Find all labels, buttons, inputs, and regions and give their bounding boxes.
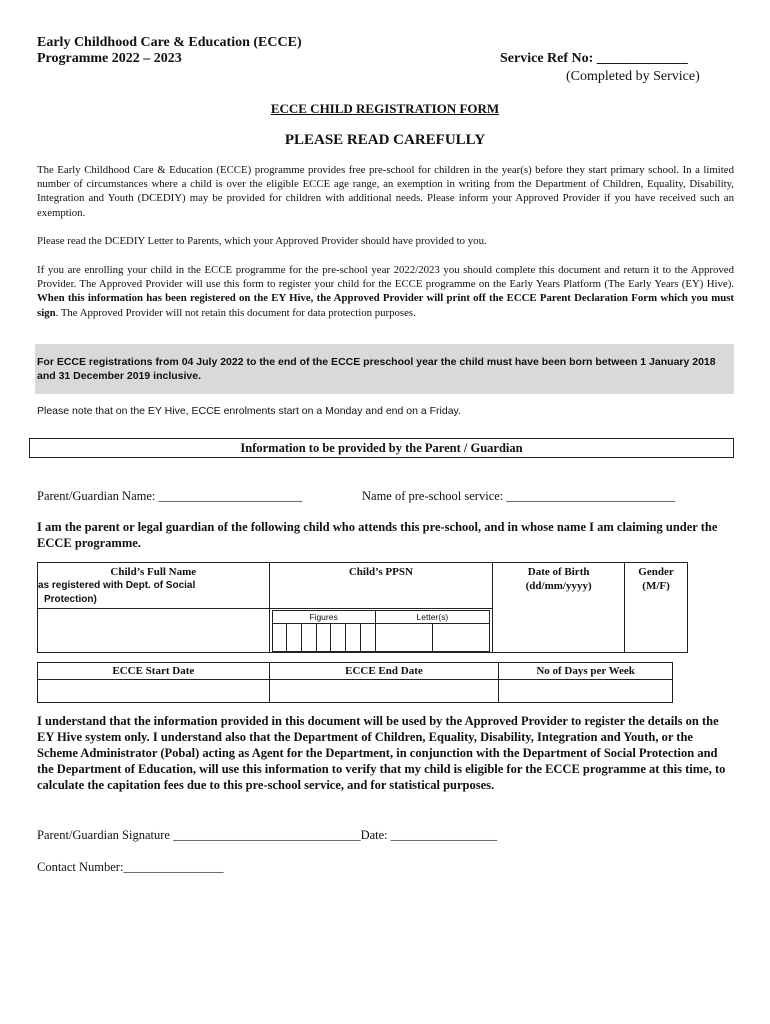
col-child-name-sub2: Protection) bbox=[44, 594, 97, 605]
enrolment-paragraph-bold: When this information has been registered on the EY Hive, the Approved Provider will print off the ECCE Parent Declaration Form which you must sign bbox=[37, 292, 734, 319]
col-days-per-week: No of Days per Week bbox=[499, 663, 673, 680]
ppsn-input-cell bbox=[269, 609, 493, 653]
col-child-name-label: Child’s Full Name bbox=[110, 566, 197, 578]
child-name-input[interactable] bbox=[38, 609, 270, 653]
ppsn-figures-label: Figures bbox=[272, 611, 375, 624]
ppsn-digit-box[interactable] bbox=[316, 624, 331, 652]
dob-cell[interactable] bbox=[493, 563, 625, 653]
col-gender-label: Gender bbox=[638, 566, 674, 578]
programme-heading bbox=[37, 35, 302, 67]
read-carefully-heading: PLEASE READ CAREFULLY bbox=[284, 132, 486, 148]
service-ref-field[interactable]: Service Ref No: _____________ bbox=[500, 51, 688, 66]
parent-info-heading: Information to be provided by the Parent / Guardian bbox=[29, 438, 734, 458]
ppsn-digit-box[interactable] bbox=[301, 624, 316, 652]
ppsn-letter-box[interactable] bbox=[432, 624, 489, 652]
ppsn-digit-box[interactable] bbox=[287, 624, 302, 652]
ppsn-digit-box[interactable] bbox=[331, 624, 346, 652]
col-child-name bbox=[38, 563, 270, 609]
ecce-dates-table bbox=[37, 662, 673, 703]
parent-name-field[interactable]: Parent/Guardian Name: _______________________ bbox=[37, 489, 303, 503]
col-dob-label: Date of Birth bbox=[527, 566, 590, 578]
col-dob-format: (dd/mm/yyyy) bbox=[525, 580, 592, 592]
ppsn-boxes bbox=[272, 610, 491, 652]
ppsn-letter-box[interactable] bbox=[375, 624, 432, 652]
enrolment-paragraph-end: . The Approved Provider will not retain this document for data protection purposes. bbox=[55, 306, 416, 319]
enrolment-paragraph bbox=[37, 263, 734, 320]
preschool-name-field[interactable]: Name of pre-school service: ___________________________ bbox=[362, 489, 676, 503]
enrolment-note: Please note that on the EY Hive, ECCE enrolments start on a Monday and end on a Friday. bbox=[37, 405, 461, 417]
service-ref-note: (Completed by Service) bbox=[566, 69, 700, 84]
col-child-name-sub1: as registered with Dept. of Social bbox=[38, 580, 196, 591]
guardian-declaration: I am the parent or legal guardian of the following child who attends this pre-school, and in whose name I am claiming under the ECCE programme. bbox=[37, 520, 718, 550]
form-title: ECCE CHILD REGISTRATION FORM bbox=[270, 101, 500, 116]
contact-number-field[interactable]: Contact Number:________________ bbox=[37, 860, 224, 874]
gender-cell[interactable] bbox=[625, 563, 688, 653]
child-details-table bbox=[37, 562, 688, 653]
start-date-input[interactable] bbox=[38, 680, 270, 703]
eligibility-notice: For ECCE registrations from 04 July 2022 to the end of the ECCE preschool year the child must have been born between 1 January 2018 and 31 December 2019 inclusive. bbox=[37, 356, 716, 382]
signature-date-field[interactable]: Parent/Guardian Signature ______________________________Date: _________________ bbox=[37, 828, 498, 842]
col-end-date: ECCE End Date bbox=[269, 663, 499, 680]
col-ppsn bbox=[269, 563, 493, 609]
intro-paragraph: The Early Childhood Care & Education (ECCE) programme provides free pre-school for children in the year(s) before they start primary school. In a limited number of circumstances where a child is over the eligible ECCE age range, an exemption in writing from the Department of Children, Equality, Disability, Integration and Youth (DCEDIY) may be provided for children with additional needs. Please inform your Approved Provider if you have received such an exemption. bbox=[37, 164, 734, 219]
ppsn-digit-box[interactable] bbox=[346, 624, 361, 652]
end-date-input[interactable] bbox=[269, 680, 499, 703]
letter-paragraph: Please read the DCEDIY Letter to Parents, which your Approved Provider should have provided to you. bbox=[37, 235, 487, 247]
programme-title: Early Childhood Care & Education (ECCE) bbox=[37, 35, 302, 50]
ppsn-letters-label: Letter(s) bbox=[375, 611, 490, 624]
ppsn-digit-box[interactable] bbox=[360, 624, 375, 652]
col-gender-format: (M/F) bbox=[642, 580, 670, 592]
data-use-declaration: I understand that the information provided in this document will be used by the Approved Provider to register the details on the EY Hive system only. I understand also that the Department of Children, Equality, Disability, Integration and Youth, or the Scheme Administrator (Pobal) acting as Agent for the Department, in conjunction with the Department of Social Protection and the Department of Education, will use this information to verify that my child is eligible for the ECCE programme at this time, to calculate the capitation fees due to this pre-school service, and for statistical purposes. bbox=[37, 714, 726, 792]
days-per-week-input[interactable] bbox=[499, 680, 673, 703]
programme-year: Programme 2022 – 2023 bbox=[37, 51, 182, 66]
enrolment-paragraph-start: If you are enrolling your child in the ECCE programme for the pre-school year 2022/2023 you should complete this document and return it to the Approved Provider. The Approved Provider will use this form to register your child for the ECCE programme on the Early Years Platform (The Early Years (EY) Hive). bbox=[37, 264, 734, 291]
col-start-date: ECCE Start Date bbox=[38, 663, 270, 680]
ppsn-digit-box[interactable] bbox=[272, 624, 287, 652]
col-ppsn-label: Child’s PPSN bbox=[348, 566, 413, 578]
